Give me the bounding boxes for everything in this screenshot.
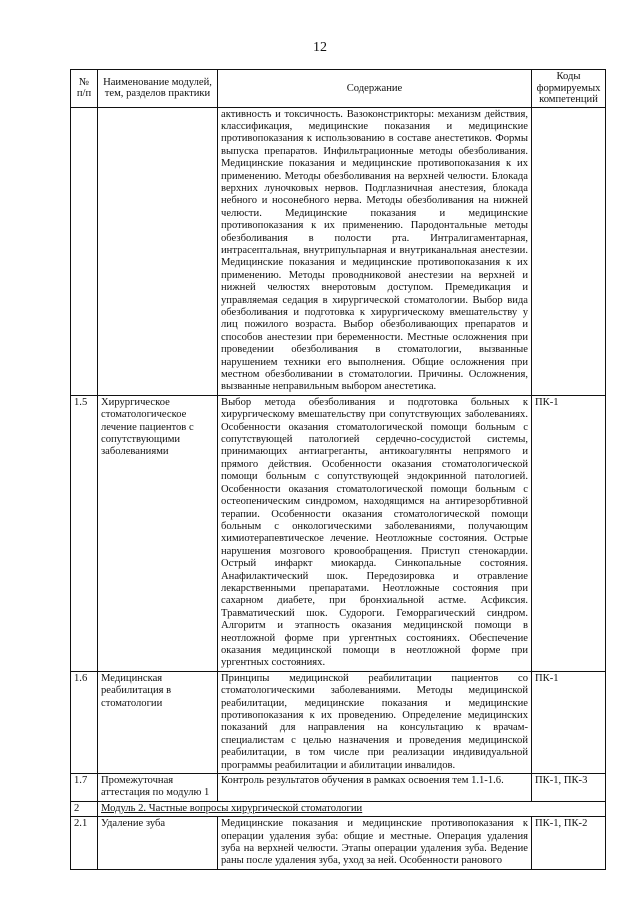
header-num: № п/п	[71, 70, 98, 108]
curriculum-table	[70, 69, 606, 870]
row-name: Хирургическое стоматологическое лечение пациентов с сопутствующими заболеваниями	[98, 395, 218, 671]
table-row	[71, 817, 606, 870]
row-name: Удаление зуба	[98, 817, 218, 870]
row-content: Контроль результатов обучения в рамках освоения тем 1.1-1.6.	[218, 774, 532, 802]
table-row	[71, 395, 606, 671]
table-row	[71, 671, 606, 773]
row-name: Медицинская реабилитация в стоматологии	[98, 671, 218, 773]
row-codes: ПК-1	[532, 671, 606, 773]
module-title: Модуль 2. Частные вопросы хирургической стоматологии	[98, 801, 606, 816]
table-row	[71, 774, 606, 802]
table-header-row	[71, 70, 606, 108]
header-content: Содержание	[218, 70, 532, 108]
row-content: Медицинские показания и медицинские противопоказания к операции удаления зуба: общие и местные. Операция удаления зуба на верхней челюсти. Этапы операции удаления зуба. Ведение раны после удаления зуба, уход за ней. Особенности ранового	[218, 817, 532, 870]
row-num: 1.6	[71, 671, 98, 773]
page-number: 12	[313, 40, 327, 55]
row-codes: ПК-1, ПК-2	[532, 817, 606, 870]
row-codes: ПК-1, ПК-3	[532, 774, 606, 802]
row-content: активность и токсичность. Вазоконстрикторы: механизм действия, классификация, медицинские показания и медицинские противопоказания к использованию в составе анестетиков. Формы выпуска препаратов. Инфильтрационные методы обезболивания. Медицинские показания и медицинские противопоказания к их применению. Методы обезболивания на верхней челюсти. Блокада верхних луночковых нервов. Подглазничная анестезия, блокада небного и носонебного нерва. Методы обезболивания на нижней челюсти. Медицинские показания и медицинские противопоказания к их применению. Пародонтальные методы обезболивания в полости рта. Интралигаментарная, интрасептальная, внутрипульпарная и внутриканальная анестезии. Медицинские показания и медицинские противопоказания к их применению. Методы проводниковой анестезии на верхней и нижней челюстях внеротовым доступом. Премедикация и управляемая седация в хирургической стоматологии. Выбор вида обезболивания и подготовка к хирургическому вмешательству у лиц пожилого возраста. Выбор обезболивающих препаратов и способов анестезии при беременности. Местные осложнения при проведении обезболивания в стоматологии, вызванные нарушением техники его выполнения. Общие осложнения при местном обезболивании в стоматологии. Причины. Осложнения, вызванные неправильным выбором анестетика.	[218, 107, 532, 395]
row-codes	[532, 107, 606, 395]
row-num: 1.7	[71, 774, 98, 802]
row-num: 1.5	[71, 395, 98, 671]
row-name	[98, 107, 218, 395]
row-num: 2.1	[71, 817, 98, 870]
row-content: Принципы медицинской реабилитации пациентов со стоматологическими заболеваниями. Методы медицинской реабилитации, медицинские показания и медицинские противопоказания к их проведению. Определение медицинских показаний для направления на консультацию к врачам-специалистам с целью назначения и проведения медицинской реабилитации, в том числе при реализации индивидуальной программы реабилитации и абилитации инвалидов.	[218, 671, 532, 773]
row-name: Промежуточная аттестация по модулю 1	[98, 774, 218, 802]
header-name: Наименование модулей, тем, разделов практики	[98, 70, 218, 108]
row-num	[71, 107, 98, 395]
row-codes: ПК-1	[532, 395, 606, 671]
header-codes: Коды формируемых компетенций	[532, 70, 606, 108]
table-row	[71, 107, 606, 395]
module-row	[71, 801, 606, 816]
row-content: Выбор метода обезболивания и подготовка больных к хирургическому вмешательству при сопутствующих заболеваниях. Особенности оказания стоматологической помощи больным с сопутствующей патологией сердечно-сосудистой системы, принимающих антиагреганты, антикоагулянты непрямого и прямого действия. Особенности оказания стоматологической помощи больным с сопутствующей эндокринной патологией. Особенности оказания стоматологической помощи больным с остеопеническим синдромом, находящимся на антирезорбтивной терапии. Особенности оказания стоматологической помощи больным с онкологическими заболеваниями, получающим химиотерапевтическое лечение. Неотложные состояния. Острые нарушения мозгового кровообращения. Приступ стенокардии. Острый инфаркт миокарда. Синкопальные состояния. Анафилактический шок. Передозировка и отравление лекарственными препаратами. Неотложные состояния при сахарном диабете, при бронхиальной астме. Асфиксия. Травматический шок. Судороги. Геморрагический синдром. Алгоритм и этапность оказания медицинской помощи в неотложной форме при ургентных состояниях. Обеспечение оказания медицинской помощи в неотложной форме при ургентных состояниях.	[218, 395, 532, 671]
module-num: 2	[71, 801, 98, 816]
